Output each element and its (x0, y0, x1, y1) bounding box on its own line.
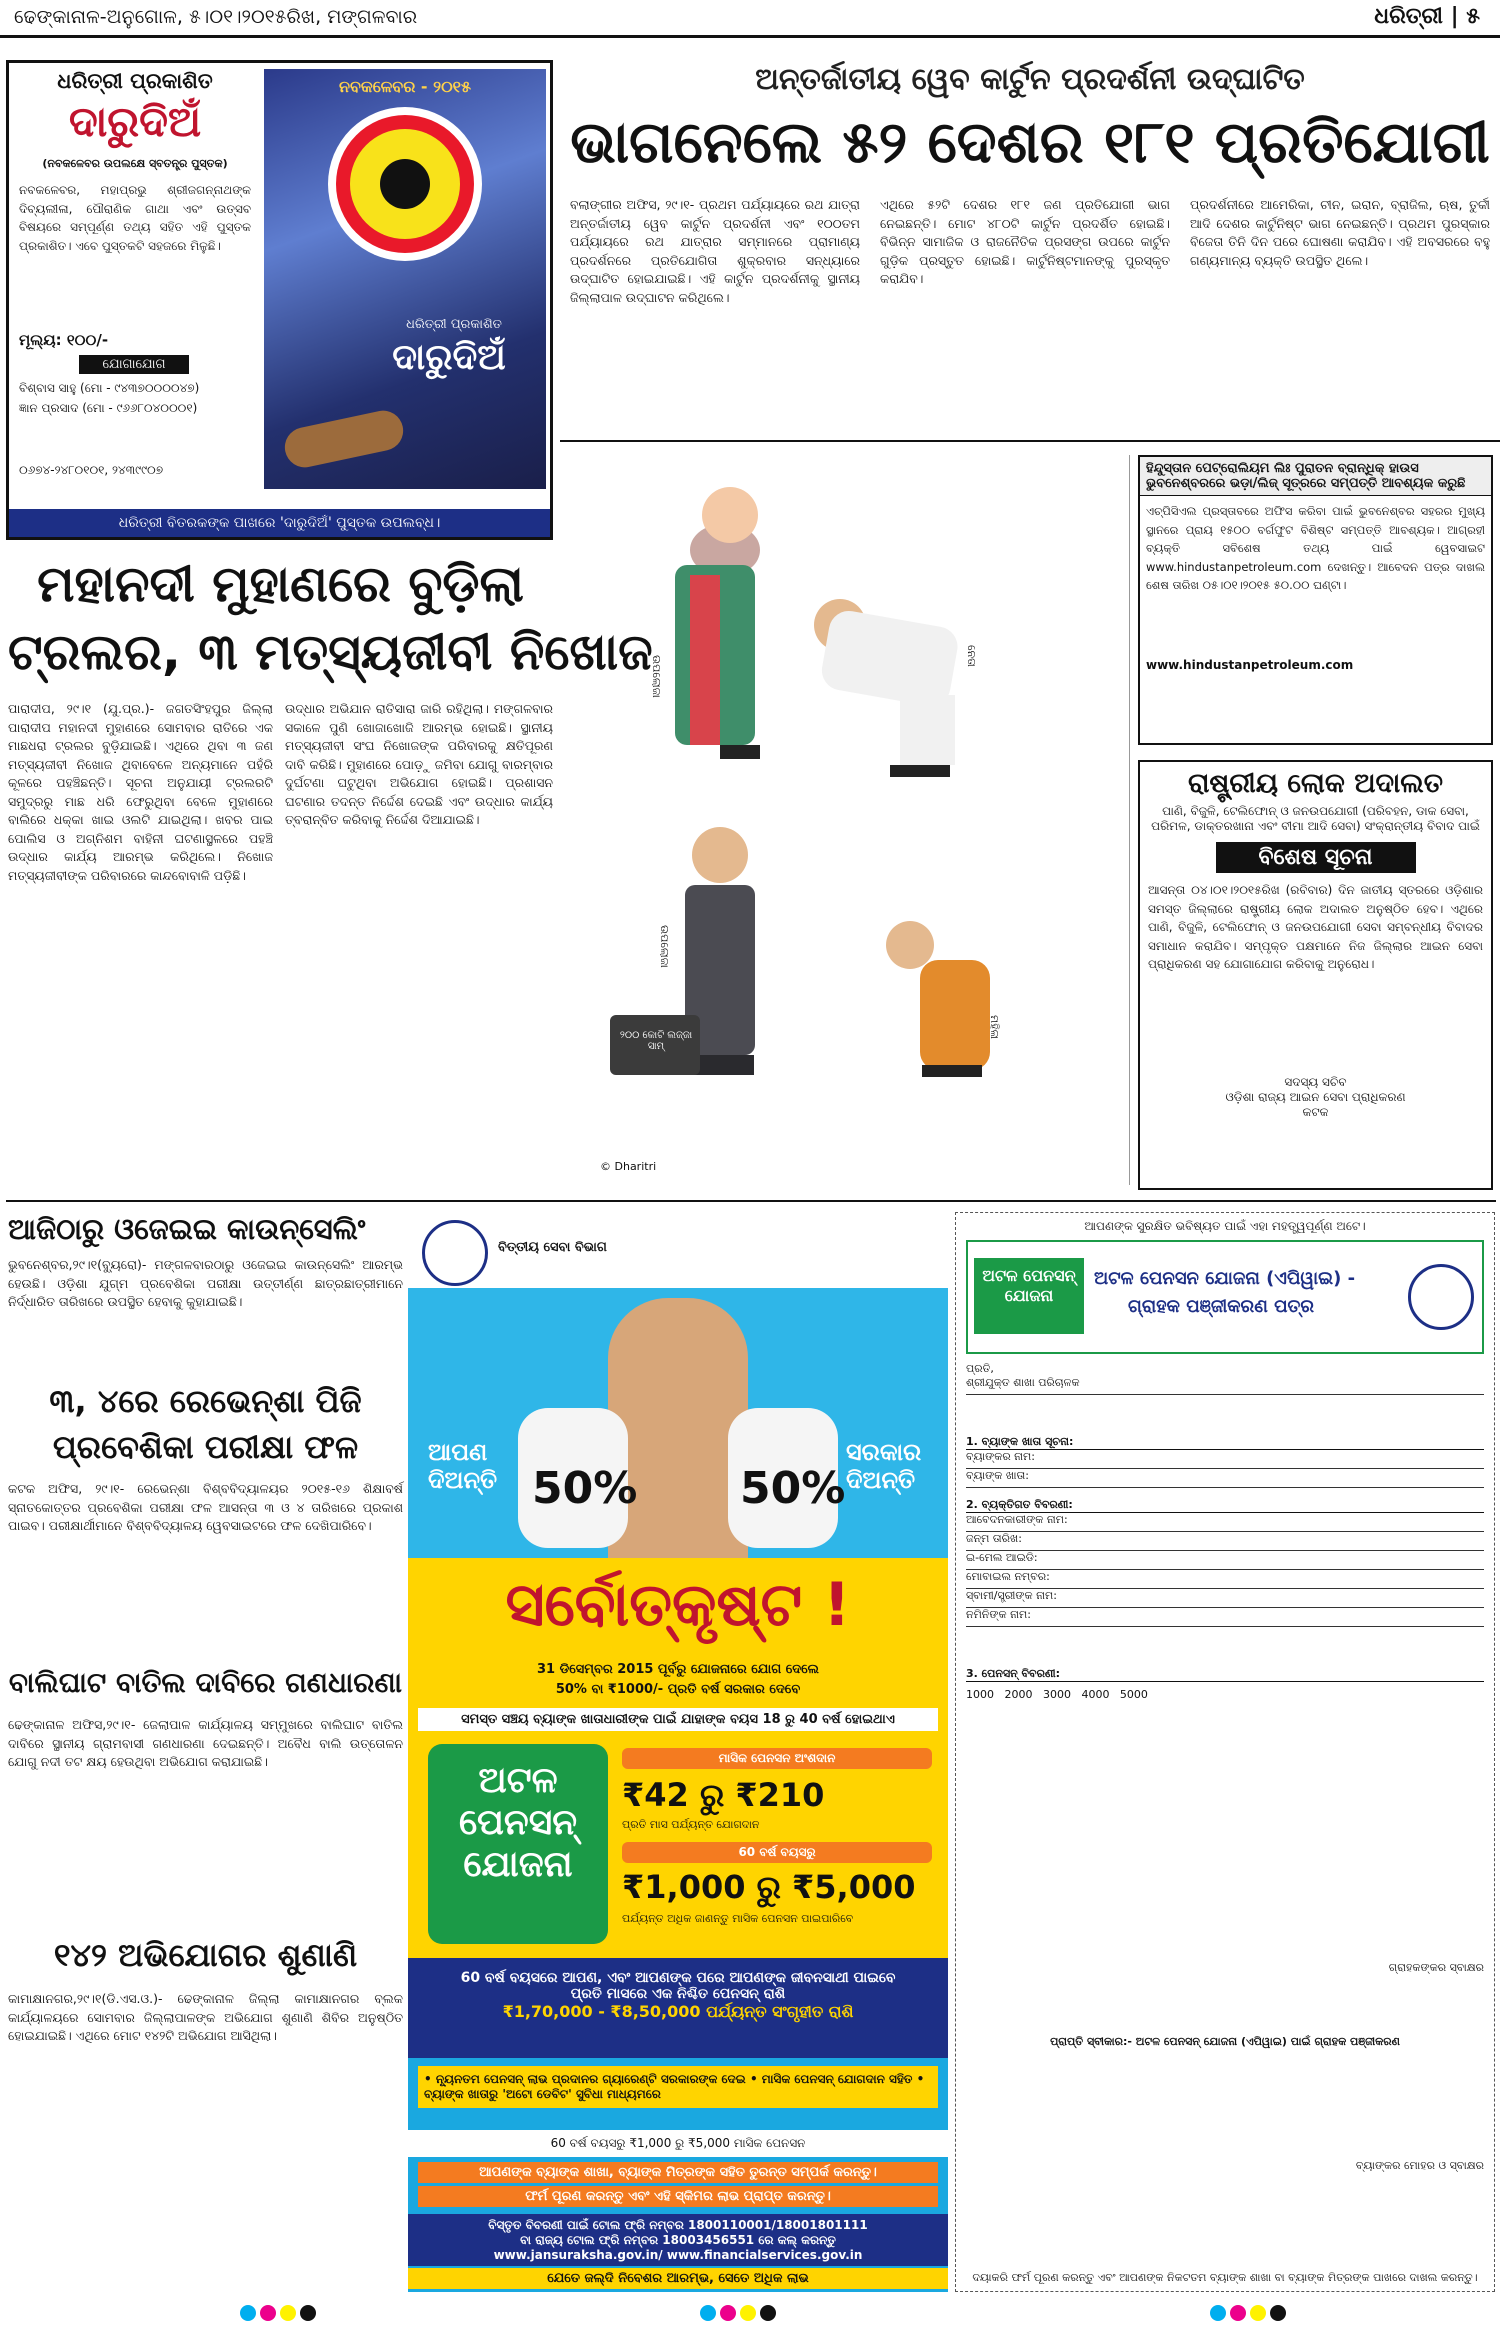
lok-adalat-body: ଆସନ୍ତା ୦୪।୦୧।୨୦୧୫ରିଖ (ରବିବାର) ଦିନ ଜାତୀୟ ସ୍ତରରେ ଓଡ଼ିଶାର ସମସ୍ତ ଜିଲ୍ଲାରେ ରାଷ୍ଟ୍ରୀୟ ଲୋକ ଅଦାଲତ ଅନୁଷ୍ଠିତ ହେବ। ଏଥିରେ ପାଣି, ବିଜୁଳି, ଟେଲିଫୋନ୍ ଓ ଜନଉପଯୋଗୀ ସେବା ସମ୍ବନ୍ଧୀୟ ବିବାଦର ସମାଧାନ କରାଯିବ। ସମ୍ପୃକ୍ତ ପକ୍ଷମାନେ ନିଜ ଜିଲ୍ଲାର ଆଇନ ସେବା ପ୍ରାଧିକରଣ ସହ ଯୋଗାଯୋଗ କରିବାକୁ ଅନୁରୋଧ। (1148, 883, 1487, 971)
cartoon-bag-text: ୨୦୦ କୋଟି ଲଜ୍ଜା ସାମ୍ (619, 1030, 693, 1052)
baligha-body: ଢେଙ୍କାନାଳ ଅଫିସ,୨୯।୧- ଜେଲାପାଳ କାର୍ଯ୍ୟାଳୟ ସମ୍ମୁଖରେ ବାଲିଘାଟ ବାତିଲ ଦାବିରେ ସ୍ଥାନୀୟ ଗ୍ରାମବାସୀ ଗଣଧାରଣା ଦେଇଛନ୍ତି। ଅବୈଧ ବାଲି ଉତ୍ତୋଳନ ଯୋଗୁ ନଦୀ ତଟ କ୍ଷୟ ହେଉଥିବା ଅଭିଯୋଗ କରାଯାଇଛି। (8, 1717, 407, 1769)
apy-photo-panel (408, 1288, 948, 1558)
form-applicant-name[interactable]: ଆବେଦନକାରୀଙ୍କ ନାମ: (966, 1513, 1484, 1532)
lok-adalat-badge: ବିଶେଷ ସୂଚନା (1216, 842, 1416, 873)
cover-log-icon (281, 407, 407, 471)
book-ad (6, 60, 553, 540)
apy-scheme-box (428, 1744, 608, 1944)
book-ad-contact1: ବିଶ୍ବାସ ସାହୁ (ମୋ - ୯୪୩୭୦୦୦୦୪୭) (19, 381, 200, 395)
lok-adalat-sign2: ଓଡ଼ିଶା ରାଜ୍ୟ ଆଇନ ସେବା ପ୍ରାଧିକରଣ (1225, 1090, 1406, 1104)
ravenshaw-headline-2: ପ୍ରବେଶିକା ପରୀକ୍ଷା ଫଳ (52, 1428, 359, 1466)
baligha-headline: ବାଲିଘାଟ ବାତିଲ ଦାବିରେ ଗଣଧାରଣା (8, 1666, 403, 1699)
hp-notice-website[interactable]: www.hindustanpetroleum.com (1146, 658, 1354, 672)
dateline: ଢେଙ୍କାନାଳ-ଅନୁଗୋଳ, ୫।୦୧।୨୦୧୫ରିଖ, ମଙ୍ଗଳବାର (14, 6, 418, 28)
apy-yellow-panel (408, 1558, 948, 1958)
cartoon-credit: © Dharitri (600, 1160, 657, 1173)
form-title-1: ଅଟଳ ପେନସନ ଯୋଜନା (ଏପିୱାଇ) - (1094, 1268, 1356, 1289)
book-ad-publisher: ଧରିତ୍ରୀ ପ୍ରକାଶିତ (57, 69, 213, 93)
apy-toll-panel (408, 2214, 948, 2266)
book-ad-price: ମୂଲ୍ୟ: ୧୦୦/- (19, 331, 109, 349)
gov-word: ସରକାର ଦିଅନ୍ତି (846, 1438, 922, 1494)
apy-contrib-sub: ପ୍ରତି ମାସ ପର୍ଯ୍ୟନ୍ତ ଯୋଗଦାନ (622, 1818, 760, 1831)
apy-orange-2: ଫର୍ମ ପୂରଣ କରନ୍ତୁ ଏବଂ ଏହି ସ୍କିମର ଲାଭ ପ୍ରାପ୍ତ କରନ୍ତୁ। (418, 2186, 938, 2207)
apy-blue-1: 60 ବର୍ଷ ବୟସରେ ଆପଣ, ଏବଂ ଆପଣଙ୍କ ପରେ ଆପଣଙ୍କ ଜୀବନସାଥୀ ପାଇବେ (460, 1970, 896, 1986)
book-ad-footer: ଧରିତ୍ରୀ ବିତରକଙ୍କ ପାଖରେ 'ଦାରୁଦିଅଁ' ପୁସ୍ତକ ଉପଲବ୍ଧ। (9, 509, 550, 537)
lead-col-3: ପ୍ରଦର୍ଶନୀରେ ଆମେରିକା, ଚୀନ, ଇରାନ, ବ୍ରାଜିଲ, ଋଷ, ତୁର୍କୀ ଆଦି ଦେଶର କାର୍ଟୁନିଷ୍ଟ ଭାଗ ନେଇଛନ୍ତି। ପ୍ରଥମ ପୁରସ୍କାର ବିଜେତା ତିନି ଦିନ ପରେ ଘୋଷଣା କରାଯିବ। ଏହି ଅବସରରେ ବହୁ ଗଣ୍ୟମାନ୍ୟ ବ୍ୟକ୍ତି ଉପସ୍ଥିତ ଥିଲେ। (1190, 197, 1494, 268)
registration-marks-left (240, 2305, 320, 2327)
apy-toll-2: ବା ରାଜ୍ୟ ଟୋଲ ଫ୍ରି ନମ୍ବର 18003456551 ରେ କଲ୍ କରନ୍ତୁ (520, 2233, 836, 2247)
cartoon-label-top-man: ନେତା (965, 645, 978, 667)
apy-line-1: 31 ଡିସେମ୍ବର 2015 ପୂର୍ବରୁ ଯୋଜନାରେ ଯୋଗ ଦେଲେ (537, 1662, 819, 1677)
apy-orange-1: ଆପଣଙ୍କ ବ୍ୟାଙ୍କ ଶାଖା, ବ୍ୟାଙ୍କ ମିତ୍ରଙ୍କ ସହିତ ତୁରନ୍ତ ସମ୍ପର୍କ କରନ୍ତୁ। (418, 2162, 938, 2183)
form-receipt: ପ୍ରାପ୍ତି ସ୍ବୀକାର:- ଅଟଳ ପେନସନ୍ ଯୋଜନା (ଏପିୱାଇ) ପାଇଁ ଗ୍ରାହକ ପଞ୍ଜୀକରଣ (1050, 2035, 1400, 2048)
form-manager-line[interactable]: ଶ୍ରୀଯୁକ୍ତ ଶାଖା ପରିଚାଳକ (966, 1376, 1484, 1395)
apy-line-2: 50% ବା ₹1000/- ପ୍ରତି ବର୍ଷ ସରକାର ଦେବେ (555, 1682, 801, 1697)
book-ad-contact2: ଜ୍ଞାନ ପ୍ରସାଦ (ମୋ - ୯୬୬୮୦୪୦୦୦୧) (19, 401, 198, 415)
gov-pct: 50% (740, 1463, 846, 1514)
lead-col-2: ଏଥିରେ ୫୨ଟି ଦେଶର ୧୮୧ ଜଣ ପ୍ରତିଯୋଗୀ ଭାଗ ନେଇଛନ୍ତି। ମୋଟ ୪୮୦ଟି କାର୍ଟୁନ ପ୍ରଦର୍ଶିତ ହୋଇଛି। ବିଭିନ୍ନ ସାମାଜିକ ଓ ରାଜନୈତିକ ପ୍ରସଙ୍ଗ ଉପରେ କାର୍ଟୁନ ଗୁଡ଼ିକ ପ୍ରସ୍ତୁତ ହୋଇଛି। କାର୍ଟୁନିଷ୍ଟମାନଙ୍କୁ ପୁରସ୍କୃତ କରାଯିବ। (880, 197, 1174, 286)
apy-headline: ସର୍ବୋତ୍କୃଷ୍ଟ ! (505, 1570, 851, 1640)
apy-scheme-1: ଅଟଳ (478, 1760, 558, 1801)
apy-web[interactable]: www.jansuraksha.gov.in/ www.financialservices.gov.in (493, 2248, 863, 2262)
grievance-headline: ୧୪୨ ଅଭିଯୋଗର ଶୁଣାଣି (53, 1936, 358, 1974)
apy-bullets: • ନ୍ୟୂନତମ ପେନସନ୍ ଲାଭ ପ୍ରଦାନର ଗ୍ୟାରେଣ୍ଟି ସରକାରଙ୍କ ଦେଇ • ମାସିକ ପେନସନ୍ ଯୋଗଦାନ ସହିତ • ବ୍ୟାଙ୍କ ଖାତାରୁ 'ଅଟୋ ଡେବିଟ' ସୁବିଧା ମାଧ୍ୟମରେ (418, 2066, 938, 2108)
book-ad-title: ଦାରୁଦିଅଁ (68, 97, 202, 146)
divider (560, 440, 1500, 442)
registration-marks-right (1210, 2305, 1290, 2327)
lead-kicker: ଅନ୍ତର୍ଜାତୀୟ ୱେବ କାର୍ଟୁନ ପ୍ରଦର୍ଶନୀ ଉଦ୍‌ଘାଟିତ (755, 62, 1305, 97)
form-dob[interactable]: ଜନ୍ମ ତାରିଖ: (966, 1532, 1484, 1551)
cartoon-label-top-woman: ଉପଲୋଜା (650, 655, 663, 698)
you-pct: 50% (532, 1463, 638, 1514)
counseling-body: ଭୁବନେଶ୍ବର,୨୯।୧(ବ୍ୟୁରୋ)- ମଙ୍ଗଳବାରଠାରୁ ଓଜେଇଇ କାଉନ୍‌ସେଲିଂ ଆରମ୍ଭ ହେଉଛି। ଓଡ଼ିଶା ଯୁଗ୍ମ ପ୍ରବେଶିକା ପରୀକ୍ଷା ଉତ୍ତୀର୍ଣ୍ଣ ଛାତ୍ରଛାତ୍ରୀମାନେ ନିର୍ଦ୍ଧାରିତ ତାରିଖରେ ଉପସ୍ଥିତ ହେବାକୁ କୁହାଯାଇଛି। (8, 1257, 407, 1309)
form-emblem-icon (1408, 1264, 1474, 1330)
hp-notice (1138, 455, 1493, 745)
ravenshaw-body: କଟକ ଅଫିସ, ୨୯।୧- ରେଭେନ୍‌ଶା ବିଶ୍ବବିଦ୍ୟାଳୟର ୨୦୧୫-୧୬ ଶିକ୍ଷାବର୍ଷ ସ୍ନାତକୋତ୍ତର ପ୍ରବେଶିକା ପରୀକ୍ଷା ଫଳ ଆସନ୍ତା ୩ ଓ ୪ ତାରିଖରେ ପ୍ରକାଶ ପାଇବ। ପରୀକ୍ଷାର୍ଥୀମାନେ ବିଶ୍ବବିଦ୍ୟାଳୟ ୱେବସାଇଟରେ ଫଳ ଦେଖିପାରିବେ। (8, 1481, 407, 1533)
apy-blue-panel (408, 1958, 948, 2058)
cover-top-text: ନବକଳେବର - ୨୦୧୫ (338, 77, 472, 96)
cartoon-illustration (570, 455, 1130, 1185)
form-logo: ଅଟଳ ପେନସନ୍ ଯୋଜନା (974, 1258, 1084, 1334)
apy-top-band (408, 1212, 948, 1288)
lok-adalat-notice (1138, 760, 1493, 1190)
apy-form (955, 1212, 1495, 2292)
form-section-2: 2. ବ୍ୟକ୍ତିଗତ ବିବରଣୀ: (966, 1498, 1484, 1513)
mahanadi-headline-2: ଟ୍ରଲର, ୩ ମତ୍ସ୍ୟଜୀବୀ ନିଖୋଜ (8, 623, 653, 681)
form-bank-account[interactable]: ବ୍ୟାଙ୍କ ଖାତା: (966, 1469, 1484, 1488)
apy-pension: ₹1,000 ରୁ ₹5,000 (622, 1868, 916, 1906)
grievance-body: କାମାକ୍ଷାନଗର,୨୯।୧(ଡି.ଏସ.ଓ.)- ଢେଙ୍କାନାଳ ଜିଲ୍ଲା କାମାକ୍ଷାନଗର ବ୍ଲକ କାର୍ଯ୍ୟାଳୟରେ ସୋମବାର ଜିଲ୍ଲାପାଳଙ୍କ ଅଭିଯୋଗ ଶୁଣାଣି ଶିବିର ଅନୁଷ୍ଠିତ ହୋଇଯାଇଛି। ଏଥିରେ ମୋଟ ୧୪୨ଟି ଅଭିଯୋଗ ଆସିଥିଲା। (8, 1991, 407, 2043)
hp-notice-title: ହିନ୍ଦୁସ୍ତାନ ପେଟ୍ରୋଲିୟମ ଲିଃ ପୁରାତନ ବ୍ରାନ୍ଧିକ୍ ହାଉସ ଭୁବନେଶ୍ବରରେ ଭଡ଼ା/ଲିଜ୍ ସୂତ୍ରରେ ସମ୍ପତ୍ତି ଆବଶ୍ୟକ କରୁଛି (1140, 457, 1491, 496)
book-ad-contact-title: ଯୋଗାଯୋଗ (79, 355, 189, 374)
form-header-box (966, 1240, 1484, 1354)
page-header (0, 0, 1500, 38)
hp-notice-body: ଏଚ୍‌ପିସିଏଲ ପ୍ରସ୍ତାବରେ ଅଫିସ କରିବା ପାଇଁ ଭୁବନେଶ୍ବର ସହରର ମୁଖ୍ୟ ସ୍ଥାନରେ ପ୍ରାୟ ୧୫୦୦ ବର୍ଗଫୁଟ ବିଶିଷ୍ଟ ସମ୍ପତ୍ତି ଆବଶ୍ୟକ। ଆଗ୍ରହୀ ବ୍ୟକ୍ତି ସବିଶେଷ ତଥ୍ୟ ପାଇଁ ୱେବସାଇଟ www.hindustanpetroleum.com ଦେଖନ୍ତୁ। ଆବେଦନ ପତ୍ର ଦାଖଲ ଶେଷ ତାରିଖ ୦୫।୦୧।୨୦୧୫ ୫୦.୦୦ ଘଣ୍ଟା। (1146, 504, 1489, 592)
form-mobile[interactable]: ମୋବାଇଲ ନମ୍ବର: (966, 1570, 1484, 1589)
form-top: ଆପଣଙ୍କ ସୁରକ୍ଷିତ ଭବିଷ୍ୟତ ପାଇଁ ଏହା ମହତ୍ତ୍ୱପୂର୍ଣ୍ଣ ଅଟେ। (1084, 1219, 1366, 1233)
lok-adalat-sign1: ସଦସ୍ୟ ସଚିବ (1284, 1075, 1347, 1089)
book-ad-subtitle: (ନବକଳେବର ଉପଲକ୍ଷେ ସ୍ବତନ୍ତ୍ର ପୁସ୍ତକ) (42, 157, 228, 170)
counseling-headline: ଆଜିଠାରୁ ଓଜେଇଇ କାଉନ୍‌ସେଲିଂ (8, 1212, 366, 1246)
apy-scheme-2: ପେନସନ୍ (458, 1802, 578, 1843)
cover-eye-icon (350, 129, 460, 239)
form-nominee[interactable]: ନମିନିଙ୍କ ନାମ: (966, 1608, 1484, 1627)
apy-contrib: ₹42 ରୁ ₹210 (622, 1776, 825, 1814)
cover-title-text: ଦାରୁଦିଅଁ (392, 337, 506, 378)
form-email[interactable]: ଇ-ମେଲ ଆଇଡି: (966, 1551, 1484, 1570)
apy-contrib-label: ମାସିକ ପେନସନ ଅଂଶଦାନ (622, 1748, 932, 1769)
form-section-1: 1. ବ୍ୟାଙ୍କ ଖାତା ସୂଚନା: (966, 1435, 1484, 1450)
divider (6, 1200, 1496, 1202)
apy-ad (408, 1212, 948, 2292)
form-spouse[interactable]: ସ୍ବାମୀ/ସ୍ତ୍ରୀଙ୍କ ନାମ: (966, 1589, 1484, 1608)
you-word: ଆପଣ ଦିଅନ୍ତି (428, 1438, 498, 1494)
book-ad-phone: ୦୬୭୪-୨୪୮୦୧୦୧, ୨୪୩୯୯୦୭ (19, 463, 164, 477)
apy-slogan: ଯେତେ ଜଲ୍‌ଦି ନିବେଶର ଆରମ୍ଭ, ସେତେ ଅଧିକ ଲାଭ (408, 2268, 948, 2289)
emblem-icon (422, 1220, 488, 1286)
book-cover (264, 69, 546, 489)
book-ad-body: ନବକଳେବର, ମହାପ୍ରଭୁ ଶ୍ରୀଜଗନ୍ନାଥଙ୍କ ଦିବ୍ୟଲୀଳା, ପୌରାଣିକ ଗାଥା ଏବଂ ଉତ୍ସବ ବିଷୟରେ ସମ୍ପୂର୍ଣ୍ଣ ତଥ୍ୟ ସହିତ ଏହି ପୁସ୍ତକ ପ୍ରକାଶିତ। ଏବେ ପୁସ୍ତକଟି ସହଜରେ ମିଳୁଛି। (19, 183, 255, 253)
cartoon (570, 455, 1130, 1185)
lead-col-1: ବଲାଙ୍ଗୀର ଅଫିସ, ୨୯।୧- ପ୍ରଥମ ପର୍ଯ୍ୟାୟରେ ରଥ ଯାତ୍ରା ଅନ୍ତର୍ଜାତୀୟ ୱେବ କାର୍ଟୁନ ପ୍ରଦର୍ଶନୀ ଏବଂ ୧୦୦ତମ ପର୍ଯ୍ୟାୟରେ ରଥ ଯାତ୍ରାର ସମ୍ମାନରେ ପ୍ରାମାଣ୍ୟ ପ୍ରଦର୍ଶନରେ ପ୍ରତିଯୋଗିତା ଶୁକ୍ରବାର ସନ୍ଧ୍ୟାରେ ଉଦ୍‌ଘାଟିତ ହୋଇଯାଇଛି। ଏହି କାର୍ଟୁନ ପ୍ରଦର୍ଶନୀକୁ ସ୍ଥାନୀୟ ଜିଲ୍ଲାପାଳ ଉଦ୍‌ଘାଟନ କରିଥିଲେ। (570, 197, 864, 305)
lok-adalat-sub: ପାଣି, ବିଜୁଳି, ଟେଲିଫୋନ୍ ଓ ଜନଉପଯୋଗୀ (ପରିବହନ, ଡାକ ସେବା, ପରିମଳ, ଡାକ୍ତରଖାନା ଏବଂ ବୀମା ଆଦି ସେବା) ସଂକ୍ରାନ୍ତୀୟ ବିବାଦ ପାଇଁ (1151, 804, 1480, 833)
form-sign[interactable]: ଗ୍ରାହକଙ୍କର ସ୍ବାକ୍ଷର (1388, 1961, 1484, 1974)
lok-adalat-sign3: କଟକ (1302, 1105, 1329, 1119)
apy-age-bar: ସମସ୍ତ ସଞ୍ଚୟ ବ୍ୟାଙ୍କ ଖାତାଧାରୀଙ୍କ ପାଇଁ ଯାହାଙ୍କ ବୟସ 18 ରୁ 40 ବର୍ଷ ହୋଇଥାଏ (418, 1708, 938, 1731)
apy-blue-3: ₹1,70,000 - ₹8,50,000 ପର୍ଯ୍ୟନ୍ତ ସଂଗୃହୀତ ରାଶି (502, 2002, 854, 2021)
form-section-3: 3. ପେନସନ୍ ବିବରଣୀ: (966, 1667, 1484, 1682)
form-amounts[interactable]: 1000 2000 3000 4000 5000 (966, 1688, 1148, 1701)
cartoon-label-bottom-man: ଉପଲୋଜା (658, 925, 671, 968)
lead-headline: ଭାଗନେଲେ ୫୨ ଦେଶର ୧୮୧ ପ୍ରତିଯୋଗୀ (570, 108, 1490, 176)
form-bank-name[interactable]: ବ୍ୟାଙ୍କର ନାମ: (966, 1450, 1484, 1469)
ravenshaw-headline-1: ୩, ୪ରେ ରେଭେନ୍‌ଶା ପିଜି (49, 1382, 362, 1420)
cartoon-label-bottom-woman: ମହିଳା (988, 1015, 1001, 1039)
apy-pension-sub: ପର୍ଯ୍ୟନ୍ତ ଅଧିକ ଜାଣନ୍ତୁ ମାସିକ ପେନସନ ପାଇପାରିବେ (622, 1912, 854, 1925)
registration-marks-mid (700, 2305, 780, 2327)
mahanadi-col-1: ପାରାଦୀପ, ୨୯।୧ (ଯୁ.ପ୍ର.)- ଜଗତସିଂହପୁର ଜିଲ୍ଲା ପାରାଦୀପ ମହାନଦୀ ମୁହାଣରେ ସୋମବାର ରାତିରେ ଏକ ମାଛଧରା ଟ୍ରଲର ବୁଡ଼ିଯାଇଛି। ଏଥିରେ ଥିବା ୩ ଜଣ ମତ୍ସ୍ୟଜୀବୀ ନିଖୋଜ ଥିବାବେଳେ ଅନ୍ୟମାନେ ପହଁରି କୂଳରେ ପହଞ୍ଚିଛନ୍ତି। ସୂଚନା ଅନୁଯାୟୀ ଟ୍ରଲରଟି ସମୁଦ୍ରରୁ ମାଛ ଧରି ଫେରୁଥିବା ବେଳେ ମୁହାଣରେ ବାଲିରେ ଧକ୍କା ଖାଇ ଓଲଟି ଯାଇଥିଲା। ଖବର ପାଇ ପୋଲିସ ଓ ଅଗ୍ନିଶମ ବାହିନୀ ଘଟଣାସ୍ଥଳରେ ପହଞ୍ଚି ଉଦ୍ଧାର କାର୍ଯ୍ୟ ଆରମ୍ଭ କରିଥିଲେ। ନିଖୋଜ ମତ୍ସ୍ୟଜୀବୀଙ୍କ ପରିବାରରେ କାନ୍ଦବୋବାଳି ପଡ଼ିଛି। (8, 701, 277, 883)
form-bottom: ଦୟାକରି ଫର୍ମ ପୂରଣ କରନ୍ତୁ ଏବଂ ଆପଣଙ୍କ ନିକଟତମ ବ୍ୟାଙ୍କ ଶାଖା ବା ବ୍ୟାଙ୍କ ମିତ୍ରଙ୍କ ପାଖରେ ଦାଖଲ କରନ୍ତୁ। (972, 2271, 1478, 2284)
masthead-page-number: ଧରିତ୍ରୀ | ୫ (1374, 4, 1480, 29)
form-title-2: ଗ୍ରାହକ ପଞ୍ଜୀକରଣ ପତ୍ର (1128, 1296, 1315, 1317)
apy-logo-text: ବିତ୍ତୀୟ ସେବା ବିଭାଗ (498, 1240, 607, 1255)
apy-pension-label: 60 ବର୍ଷ ବୟସରୁ (622, 1842, 932, 1863)
apy-blue-2: ପ୍ରତି ମାସରେ ଏକ ନିଶ୍ଚିତ ପେନସନ୍ ରାଶି (570, 1986, 786, 2002)
mahanadi-headline-1: ମହାନଦୀ ମୁହାଣରେ ବୁଡ଼ିଲା (37, 555, 524, 613)
form-bank-sign[interactable]: ବ୍ୟାଙ୍କର ମୋହର ଓ ସ୍ବାକ୍ଷର (1355, 2159, 1484, 2172)
apy-scheme-3: ଯୋଜନା (463, 1844, 573, 1885)
mahanadi-col-2: ଉଦ୍ଧାର ଅଭିଯାନ ରାତିସାରା ଜାରି ରହିଥିଲା। ମଙ୍ଗଳବାର ସକାଳେ ପୁଣି ଖୋଜାଖୋଜି ଆରମ୍ଭ ହୋଇଛି। ସ୍ଥାନୀୟ ମତ୍ସ୍ୟଜୀବୀ ସଂଘ ନିଖୋଜଙ୍କ ପରିବାରକୁ କ୍ଷତିପୂରଣ ଦାବି କରିଛି। ମୁହାଣରେ ପୋଡ଼ୁ ଜମିବା ଯୋଗୁ ବାରମ୍ବାର ଦୁର୍ଘଟଣା ଘଟୁଥିବା ଅଭିଯୋଗ ହୋଇଛି। ପ୍ରଶାସନ ଘଟଣାର ତଦନ୍ତ ନିର୍ଦ୍ଦେଶ ଦେଇଛି ଏବଂ ଉଦ୍ଧାର କାର୍ଯ୍ୟ ତ୍ବରାନ୍ବିତ କରିବାକୁ ନିର୍ଦ୍ଦେଶ ଦିଆଯାଇଛି। (285, 701, 557, 827)
man-photo (608, 1298, 748, 1558)
apy-note: 60 ବର୍ଷ ବୟସରୁ ₹1,000 ରୁ ₹5,000 ମାସିକ ପେନସନ (408, 2130, 948, 2157)
form-to: ପ୍ରତି, (966, 1362, 994, 1375)
cover-pub-text: ଧରିତ୍ରୀ ପ୍ରକାଶିତ (406, 317, 502, 332)
lok-adalat-title: ରାଷ୍ଟ୍ରୀୟ ଲୋକ ଅଦାଲତ (1187, 768, 1444, 799)
apy-toll-1: ବିସ୍ତୃତ ବିବରଣୀ ପାଇଁ ଟୋଲ ଫ୍ରି ନମ୍ବର 1800110001/18001801111 (488, 2218, 868, 2232)
